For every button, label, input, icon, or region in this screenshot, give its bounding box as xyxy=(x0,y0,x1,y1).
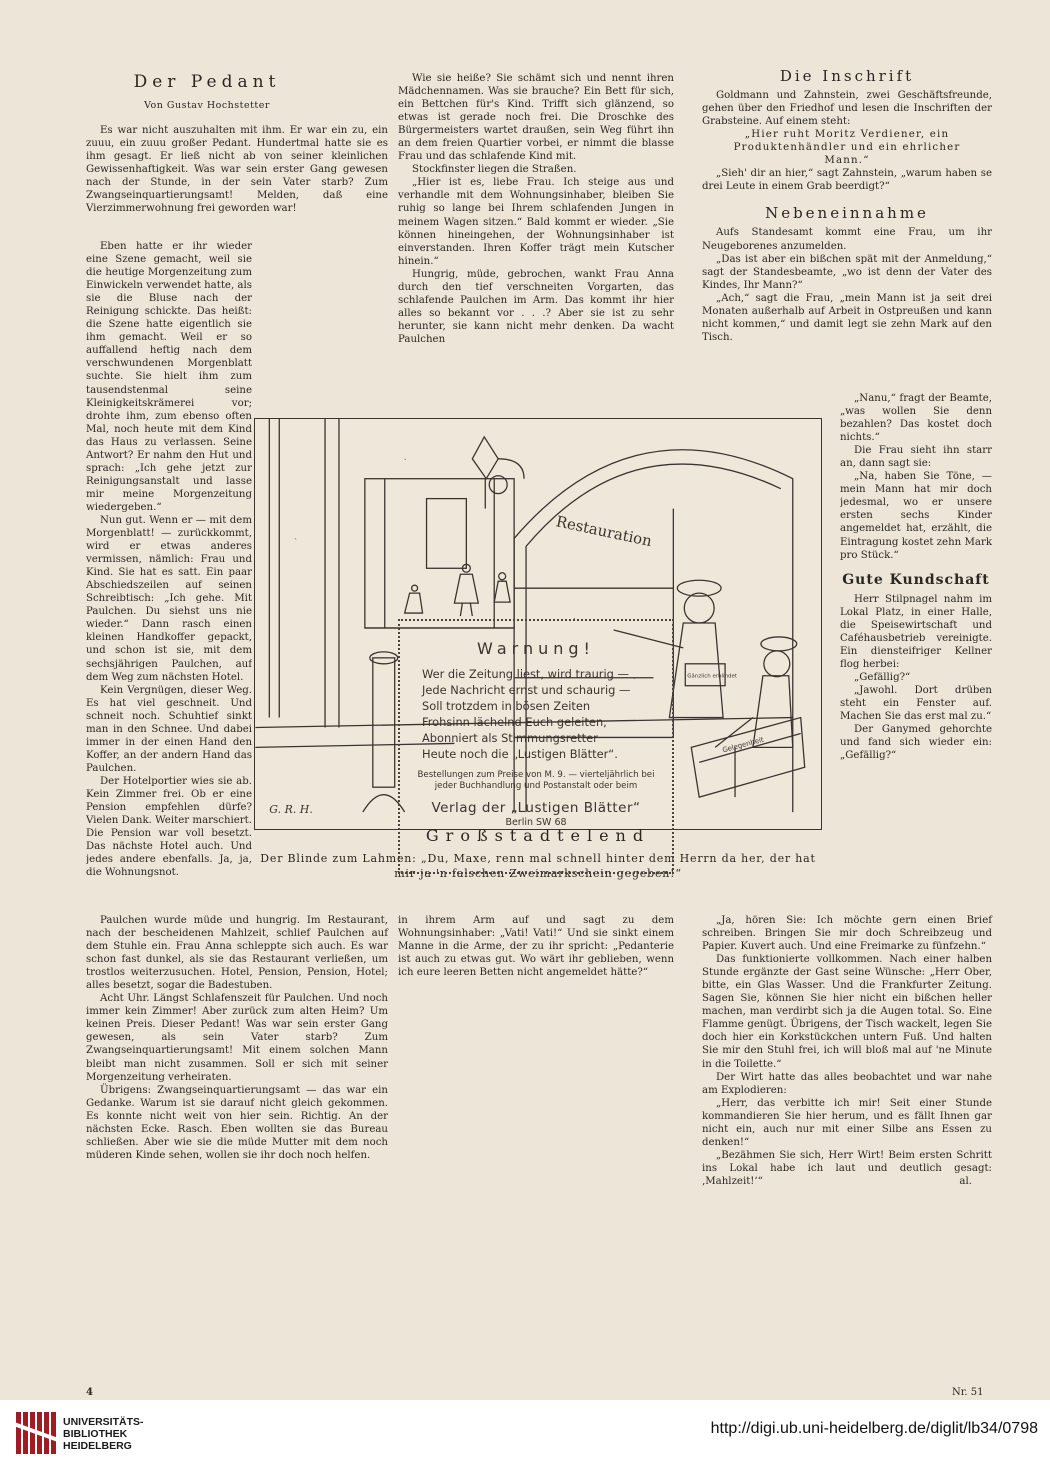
poem-line: Jede Nachricht ernst und schaurig — xyxy=(422,683,631,697)
pedant-byline: Von Gustav Hochstetter xyxy=(144,100,270,111)
pedant-paragraph: Paulchen wurde müde und hungrig. Im Restaurant, nach der bescheidenen Mahlzeit, schlief Paulchen auf dem Stuhle ein. Frau Anna schleppte sich auch. Es war schon fast dunkel, als sie das Restaurant verließen, um trostlos weiterzusuchen. Hotel, Pension, Pension, Hotel; alles besetzt, sogar die Badestuben. xyxy=(86,915,388,992)
pedant-column-left xyxy=(86,240,252,912)
issue-number-right: Nr. 51 xyxy=(952,1387,984,1398)
warnung-poem xyxy=(414,666,658,762)
pedant-paragraph: Wie sie heiße? Sie schämt sich und nennt ihren Mädchennamen. Was sie brauche? Ein Bett für sich, ein Bettchen für's Kind. Trifft sich glänzend, so etwas ist gerade noch frei. Die Droschke des Bürgermeisters wartet draußen, sein Weg führt ihn an dem freien Quartier vorbei, er nimmt die blasse Frau und das schlafende Kind mit. xyxy=(398,73,674,163)
nebeneinnahme-paragraph: „Ach,“ sagt die Frau, „mein Mann ist ja seit drei Monaten außerhalb auf Arbeit in Ostpreußen und kann nicht kommen,“ und damit legt sie zehn Mark auf den Tisch. xyxy=(702,292,992,343)
poem-line: Heute noch die „Lustigen Blätter“. xyxy=(422,747,618,761)
inschrift-paragraph: Goldmann und Zahnstein, zwei Geschäftsfreunde, gehen über den Friedhof und lesen die Inschriften der Grabsteine. Auf einem steht: xyxy=(702,90,992,128)
pedant-paragraph: Eben hatte er ihr wieder eine Szene gemacht, weil sie die heutige Morgenzeitung zum Einwickeln verwendet hatte, als sie die Bluse nach der Reinigung schickte. Das heißt: die Szene hatte eigentlich sie ihm gemacht. Weil er so auffallend heftig nach dem verschwundenen Morgenblatt suchte. Sie hielt ihm zum tausendstenmal seine Kleinigkeitskrämerei vor; drohte ihm, zum ebenso often Mal, noch heute mit dem Kind das Haus zu verlassen. Seine Antwort? Er nahm den Hut und sprach: „Ich gehe jetzt zur Reinigungsanstalt und lasse mir meine Morgenzeitung wiedergeben.“ xyxy=(86,241,252,513)
kundschaft-paragraph: Herr Stilpnagel nahm im Lokal Platz, in einer Halle, die Speisewirtschaft und Caféhausbetrieb vereinigte. Ein diensteifriger Kellner flog herbei: xyxy=(840,593,992,670)
poem-line: Frohsinn lächelnd Euch geleiten, xyxy=(422,715,607,729)
pedant-paragraph: Der Hotelportier wies sie ab. Kein Zimmer frei. Ob er eine Pension empfehlen dürfe? Vielen Dank. Weiter marschiert. Die Pension war voll besetzt. Das nächste Hotel auch. Und jedes andere ebenfalls. Ja, ja, die Wohnungsnot. xyxy=(86,775,252,879)
pedant-paragraph: Nun gut. Wenn er — mit dem Morgenblatt! — zurückkommt, wird er etwas anderes vermissen, nämlich: Frau und Kind. Sie hat es satt. Ein paar Abschiedszeilen auf seinen Schreibtisch: „Ich gehe. Mit Paulchen. Du siehst uns nie wieder.“ Dann rasch einen kleinen Handkoffer gepackt, und schon ist sie, mit dem sechsjährigen Paulchen, auf dem Weg zum nächsten Hotel. xyxy=(86,514,252,683)
right-column-bottom xyxy=(702,914,992,1188)
nebeneinnahme-paragraph: Aufs Standesamt kommt eine Frau, um ihr Neugeborenes anzumelden. xyxy=(702,227,992,252)
pedant-paragraph: Kein Vergnügen, dieser Weg. Es hat viel geschneit. Und schneit noch. Schuhtief sinkt man in den Schnee. Und dabei immer in der einen Hand den Koffer, an der andern Hand das Paulchen. xyxy=(86,684,252,774)
tray-text: Gelegenheit xyxy=(721,735,765,755)
restaurant-sign-text: Restauration xyxy=(554,512,654,551)
pedant-paragraph: Übrigens: Zwangseinquartierungsamt — das war ein Gedanke. Warum ist sie darauf nicht gleich gekommen. Es konnte nicht weit von hier sein. Richtig. An der nächsten Ecke. Rasch. Eben wollten sie das Bureau schließen. Aber wie sie die müde Mutter mit dem noch müderen Kinde sehen, wollen sie ihr doch noch helfen. xyxy=(86,1084,388,1161)
inschrift-title: Die Inschrift xyxy=(779,67,915,85)
nebeneinnahme-paragraph: „Das ist aber ein bißchen spät mit der Anmeldung,“ sagt der Standesbeamte, „wo ist denn der Vater des Kindes, Ihr Mann?“ xyxy=(702,253,992,291)
kundschaft-title: Gute Kundschaft xyxy=(842,571,990,588)
kundschaft-paragraph: Der Ganymed gehorchte und fand sich wieder ein: „Gefällig?“ xyxy=(840,724,992,762)
pedant-paragraph: Acht Uhr. Längst Schlafenszeit für Paulchen. Und noch immer kein Zimmer! Aber zurück zum alten Heim? Um keinen Preis. Dieser Pedant! Was war sein erster Gang gewesen, als sein Vater starb? Zum Zwangseinquartierungsamt! Mit einem solchen Mann bleibt man nicht zusammen. Soll er sich mit seiner Morgenzeitung verheiraten. xyxy=(86,993,388,1083)
kundschaft-paragraph: „Jawohl. Dort drüben steht ein Fenster auf. Machen Sie das erst mal zu.“ xyxy=(840,684,992,723)
page-number-left: 4 xyxy=(86,1387,93,1398)
kundschaft-signature: al. xyxy=(959,1175,972,1187)
kundschaft-paragraph: „Gefällig?“ xyxy=(854,671,911,683)
pedant-title: Der Pedant xyxy=(133,72,281,92)
warnung-publisher: Verlag der „Lustigen Blätter“ xyxy=(431,800,641,816)
right-column-top xyxy=(702,67,992,344)
warnung-title: Warnung! xyxy=(477,639,595,658)
nebeneinnahme-paragraph: „Na, haben Sie Töne, — mein Mann hat mir doch jedesmal, wo er unsere ersten sechs Kinder angemeldet hat, erzählt, die Eintragung kostet zehn Mark pro Stück.“ xyxy=(840,471,992,561)
inschrift-epitaph: „Hier ruht Moritz Verdiener, ein Produktenhändler und ein ehrlicher Mann.“ xyxy=(733,129,961,167)
artist-signature: G. R. H. xyxy=(269,803,313,817)
kundschaft-paragraph: Der Wirt hatte das alles beobachtet und war nahe am Explodieren: xyxy=(702,1071,992,1096)
kundschaft-paragraph: „Bezähmen Sie sich, Herr Wirt! Beim ersten Schritt ins Lokal habe ich laut und deutlich gesagt: ‚Mahlzeit!‘“ xyxy=(702,1149,992,1187)
library-name-line: UNIVERSITÄTS- xyxy=(63,1416,144,1428)
kundschaft-paragraph: „Herr, das verbitte ich mir! Seit einer Stunde kommandieren Sie hier herum, und es fällt Ihnen gar nicht ein, auch nur mit einer Silbe ans Essen zu denken!“ xyxy=(702,1097,992,1148)
pedant-paragraph: Es war nicht auszuhalten mit ihm. Er war ein zu, ein zuuu, ein zuuu großer Pedant. Hundertmal hatte sie es ihm gesagt. Er ließ nicht ab von seiner kleinlichen Gewissenhaftigkeit. Was war sein erster Gang gewesen nach der Stunde, in der sein Vater starb? Zum Zwangseinquartierungsamt! Melden, daß eine Vierzimmerwohnung frei geworden war! xyxy=(86,125,388,215)
warnung-advertisement xyxy=(398,619,674,874)
warnung-city: Berlin SW 68 xyxy=(505,817,567,828)
pedant-paragraph: „Hier ist es, liebe Frau. Ich steige aus und verhandle mit dem Wohnungsinhaber, bleiben Sie ruhig so lange bei Ihrem schlafenden Jungen in meinem Wagen sitzen.“ Bald kommt er wieder. „Sie können hineingehen, der Wohnungsinhaber ist einverstanden. Ihren Koffer trägt mein Kutscher hinein.“ xyxy=(398,177,674,267)
library-name-line: HEIDELBERG xyxy=(63,1440,132,1452)
poem-line: Soll trotzdem in bösen Zeiten xyxy=(422,699,591,713)
document-url-link[interactable]: http://digi.ub.uni-heidelberg.de/diglit/lb34/0798 xyxy=(710,1420,1038,1437)
cartoon-title: Großstadtelend xyxy=(425,826,651,845)
kundschaft-paragraph: „Ja, hören Sie: Ich möchte gern einen Brief schreiben. Bringen Sie mir doch Schreibzeug und Papier. Kuvert auch. Und eine Freimarke zu fünfzehn.“ xyxy=(702,915,992,953)
poem-line: Wer die Zeitung liest, wird traurig — xyxy=(422,667,629,681)
blind-man-card-text: Gänzlich erblindet xyxy=(687,673,738,680)
pedant-column-top xyxy=(86,124,388,215)
kundschaft-paragraph: Das funktionierte vollkommen. Nach einer halben Stunde ergänzte der Gast seine Wünsche: „Herr Ober, bitte, ein Glas Wasser. Und die Frankfurter Zeitung. Sagen Sie, können Sie hier nicht ein bißchen heller machen, man verdirbt sich ja die Augen total. So. Eine Flamme genügt. Übrigens, der Tisch wackelt, legen Sie doch hier ein Korkstückchen untern Fuß. Und halten Sie mir den Stuhl frei, ich will bloß mal auf 'ne Minute in die Toilette.“ xyxy=(702,954,992,1070)
nebeneinnahme-paragraph: „Nanu,“ fragt der Beamte, „was wollen Sie denn bezahlen? Das kostet doch nichts.“ xyxy=(840,393,992,444)
cartoon-caption: Der Blinde zum Lahmen: „Du, Maxe, renn mal schnell hinter dem Herrn da her, der hat mir ja 'n falschen Zweimarkschein gegeben!“ xyxy=(260,852,816,880)
nebeneinnahme-title: Nebeneinnahme xyxy=(765,204,929,223)
library-name-line: BIBLIOTHEK xyxy=(63,1428,128,1440)
poem-line: Abonniert als Stimmungsretter xyxy=(422,731,598,745)
university-library-logo-icon xyxy=(14,1410,58,1456)
pedant-column-end xyxy=(398,914,674,979)
warnung-order-info: Bestellungen zum Preise von M. 9. — vierteljährlich bei jeder Buchhandlung und Postanstalt oder beim xyxy=(417,770,655,791)
pedant-column-middle xyxy=(398,72,674,412)
pedant-paragraph: Stockfinster liegen die Straßen. xyxy=(412,164,577,176)
nebeneinnahme-paragraph: Die Frau sieht ihn starr an, dann sagt sie: xyxy=(840,445,992,470)
inschrift-paragraph: „Sieh' dir an hier,“ sagt Zahnstein, „warum haben se drei Leute in einem Grab beerdigt?“ xyxy=(702,168,992,193)
pedant-paragraph: in ihrem Arm auf und sagt zu dem Wohnungsinhaber: „Vati! Vati!“ Und sie sinkt einem Manne in die Arme, der zu ihr spricht: „Pedanterie ist auch zu etwas gut. Wo wärt ihr geblieben, wenn ich eure leeren Betten nicht angemeldet hätte?“ xyxy=(398,915,674,979)
library-footer xyxy=(0,1400,1050,1469)
right-column-narrow xyxy=(840,392,992,908)
pedant-paragraph: Hungrig, müde, gebrochen, wankt Frau Anna durch den tief verschneiten Vorgarten, das schlafende Paulchen im Arm. Das kommt ihr hier alles so bekannt vor . . .? Aber sie ist zu sehr herunter, sie kann nicht mehr denken. Da wacht Paulchen xyxy=(398,268,674,345)
library-name xyxy=(63,1416,144,1452)
pedant-column-bottom xyxy=(86,914,388,1162)
